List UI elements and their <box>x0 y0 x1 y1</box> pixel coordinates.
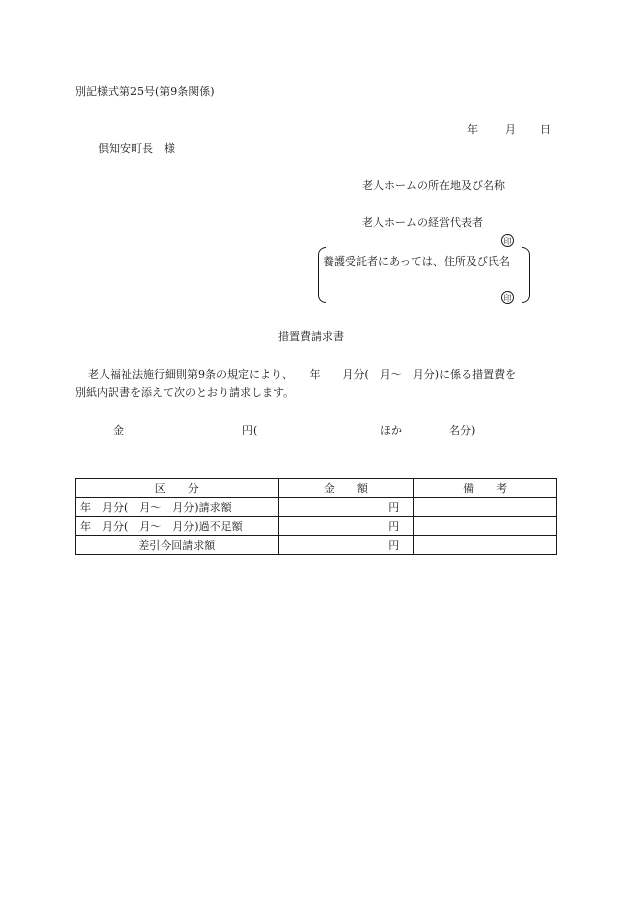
sender-address-name: 老人ホームの所在地及び名称 <box>362 179 505 192</box>
amount-kin: 金 <box>113 424 124 437</box>
amount-yen: 円( <box>242 424 258 437</box>
date-year-label: 年 <box>467 123 478 136</box>
row-amount-unit: 円 <box>278 536 414 555</box>
body-line-2: 別紙内訳書を添えて次のとおり請求します。 <box>75 386 295 399</box>
header-remarks: 備 考 <box>414 479 557 498</box>
date-day-label: 日 <box>540 123 551 136</box>
table-row <box>76 498 557 517</box>
amount-hoka: ほか <box>380 424 402 437</box>
table-row <box>76 536 557 555</box>
row-label: 年 月分( 月～ 月分)過不足額 <box>76 517 279 536</box>
header-amount: 金 額 <box>278 479 414 498</box>
sender-representative: 老人ホームの経営代表者 <box>362 216 483 229</box>
header-category: 区 分 <box>76 479 279 498</box>
addressee: 倶知安町長 様 <box>98 142 175 155</box>
document-title: 措置費請求書 <box>278 330 344 343</box>
right-bracket <box>522 247 530 303</box>
row-amount-unit: 円 <box>278 498 414 517</box>
table-row <box>76 517 557 536</box>
row-note <box>414 498 557 517</box>
body-line-1: 老人福祉法施行細則第9条の規定により、 年 月分( 月～ 月分)に係る措置費を <box>88 368 517 381</box>
row-note <box>414 536 557 555</box>
row-amount-unit: 円 <box>278 517 414 536</box>
delegate-note: 養護受託者にあっては、住所及び氏名 <box>323 255 510 268</box>
row-label: 差引今回請求額 <box>76 536 279 555</box>
seal-mark-1: 印 <box>501 234 514 247</box>
row-note <box>414 517 557 536</box>
date-month-label: 月 <box>505 123 516 136</box>
form-number: 別記様式第25号(第9条関係) <box>75 85 215 98</box>
amount-persons: 名分) <box>449 424 476 437</box>
seal-mark-2: 印 <box>501 291 514 304</box>
table-header-row <box>76 479 557 498</box>
summary-table <box>75 478 557 555</box>
row-label: 年 月分( 月～ 月分)請求額 <box>76 498 279 517</box>
